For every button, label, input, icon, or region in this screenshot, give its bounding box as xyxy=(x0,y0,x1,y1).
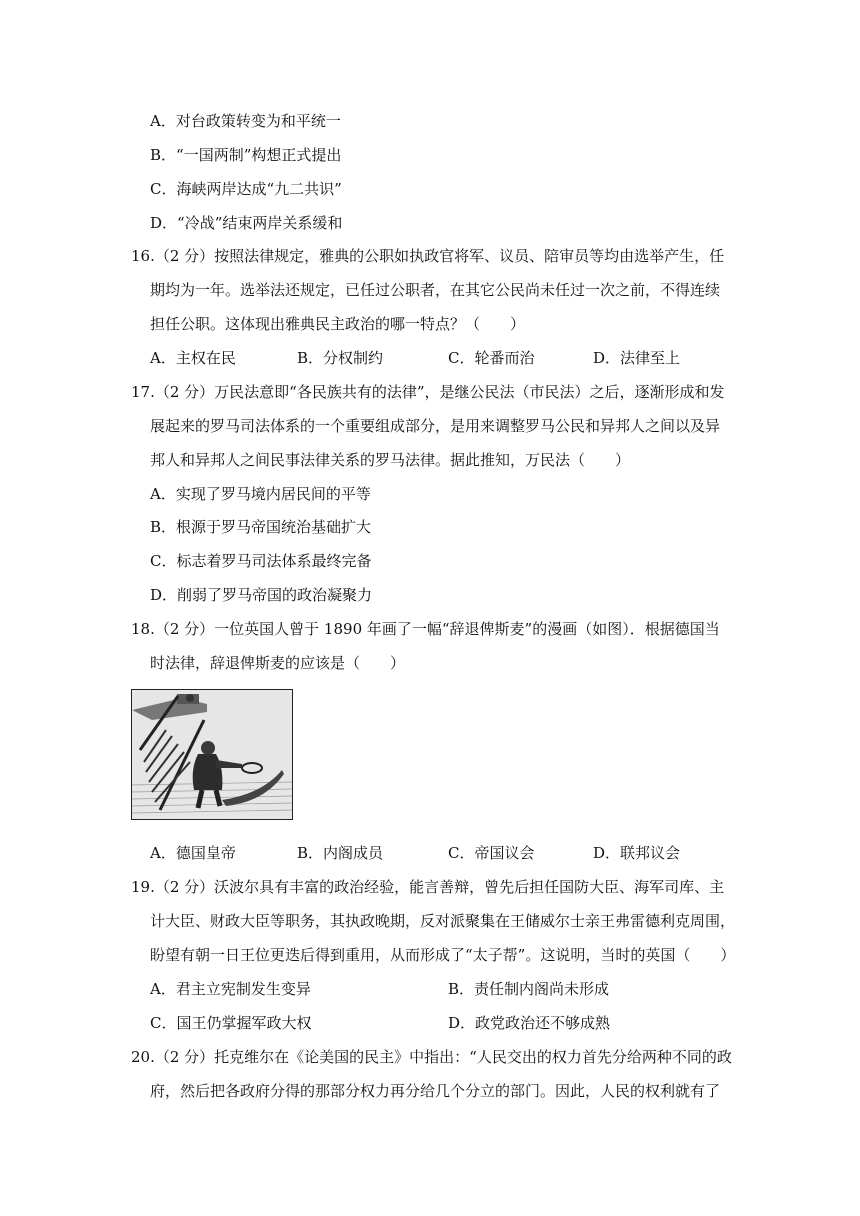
option-c: C．海峡两岸达成“九二共识” xyxy=(150,180,342,198)
q18-option-c: C．帝国议会 xyxy=(448,844,535,862)
question-18-line-1: 18.（2 分）一位英国人曾于 1890 年画了一幅“辞退俾斯麦”的漫画（如图）．根据德国当 xyxy=(131,620,720,638)
q19-option-b: B．责任制内阁尚未形成 xyxy=(448,980,610,998)
q19-option-a: A．君主立宪制发生变异 xyxy=(150,980,311,998)
question-16-line-3: 担任公职。这体现出雅典民主政治的哪一特点？（ ） xyxy=(150,315,526,333)
question-16-line-2: 期均为一年。选举法还规定，已任过公职者，在其它公民尚未任过一次之前，不得连续 xyxy=(150,281,721,299)
question-16-line-1: 16.（2 分）按照法律规定，雅典的公职如执政官将军、议员、陪审员等均由选举产生，任 xyxy=(131,247,725,265)
q17-option-d: D．削弱了罗马帝国的政治凝聚力 xyxy=(150,586,373,604)
option-b: B．“一国两制”构想正式提出 xyxy=(150,146,342,164)
q16-option-b: B．分权制约 xyxy=(297,349,384,367)
q19-option-d: D．政党政治还不够成熟 xyxy=(448,1014,611,1032)
option-d: D．“冷战”结束两岸关系缓和 xyxy=(150,214,343,232)
question-19-line-3: 盼望有朝一日王位更迭后得到重用，从而形成了“太子帮”。这说明，当时的英国（ ） xyxy=(150,946,736,964)
question-18-line-2: 时法律，辞退俾斯麦的应该是（ ） xyxy=(150,654,406,672)
question-20-line-1: 20.（2 分）托克维尔在《论美国的民主》中指出：“人民交出的权力首先分给两种不同的政 xyxy=(131,1048,732,1066)
q18-option-a: A．德国皇帝 xyxy=(150,844,236,862)
question-17-line-1: 17.（2 分）万民法意即“各民族共有的法律”，是继公民法（市民法）之后，逐渐形成和发 xyxy=(131,383,725,401)
q16-option-c: C．轮番而治 xyxy=(448,349,535,367)
q18-option-b: B．内阁成员 xyxy=(297,844,384,862)
q17-option-b: B．根源于罗马帝国统治基础扩大 xyxy=(150,518,372,536)
q18-option-d: D．联邦议会 xyxy=(593,844,681,862)
q19-option-c: C．国王仍掌握军政大权 xyxy=(150,1014,312,1032)
q16-option-a: A．主权在民 xyxy=(150,349,236,367)
option-a: A．对台政策转变为和平统一 xyxy=(150,112,341,130)
q16-option-d: D．法律至上 xyxy=(593,349,681,367)
q17-option-c: C．标志着罗马司法体系最终完备 xyxy=(150,552,372,570)
question-17-line-3: 邦人和异邦人之间民事法律关系的罗马法律。据此推知，万民法（ ） xyxy=(150,451,631,469)
bismarck-cartoon-image xyxy=(131,689,293,820)
q17-option-a: A．实现了罗马境内居民间的平等 xyxy=(150,485,371,503)
question-17-line-2: 展起来的罗马司法体系的一个重要组成部分，是用来调整罗马公民和异邦人之间以及异 xyxy=(150,417,721,435)
question-20-line-2: 府，然后把各政府分得的那部分权力再分给几个分立的部门。因此，人民的权利就有了 xyxy=(150,1082,721,1100)
question-19-line-1: 19.（2 分）沃波尔具有丰富的政治经验，能言善辩，曾先后担任国防大臣、海军司库、主 xyxy=(131,878,725,896)
question-19-line-2: 计大臣、财政大臣等职务，其执政晚期，反对派聚集在王储威尔士亲王弗雷德利克周围， xyxy=(150,912,736,930)
